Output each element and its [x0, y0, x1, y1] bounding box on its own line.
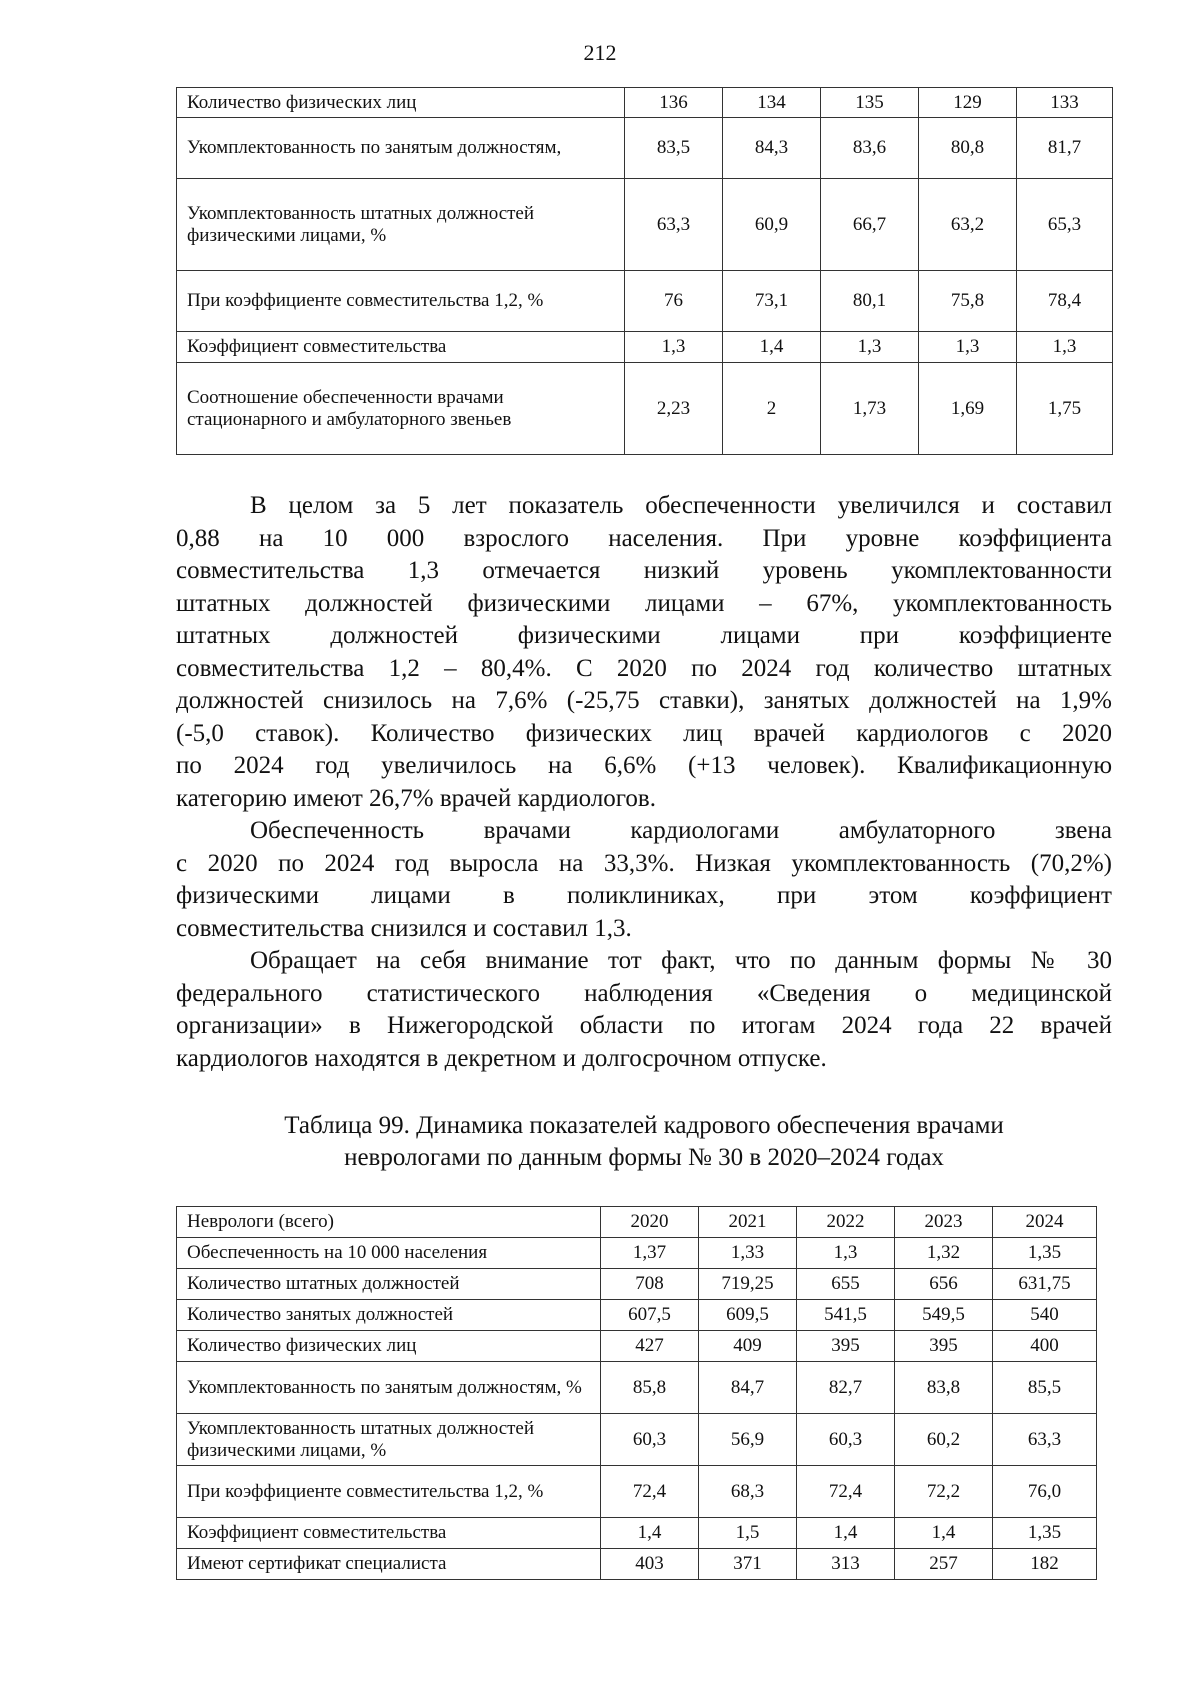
table-caption — [176, 1110, 1112, 1174]
cell-value: 1,3 — [821, 332, 919, 363]
row-label: Имеют сертификат специалиста — [177, 1549, 601, 1580]
table-row — [177, 1269, 1097, 1300]
header-year: 2022 — [797, 1207, 895, 1238]
cell-value: 83,5 — [625, 118, 723, 179]
cell-value: 76,0 — [993, 1466, 1097, 1518]
text-line: В целом за 5 лет показатель обеспеченности увеличился и составил — [250, 492, 1112, 519]
row-label: Количество штатных должностей — [177, 1269, 601, 1300]
cell-value: 1,4 — [723, 332, 821, 363]
text-line: должностей снизилось на 7,6% (-25,75 ставки), занятых должностей на 1,9% — [176, 687, 1112, 714]
cell-value: 76 — [625, 271, 723, 332]
table-row — [177, 1414, 1097, 1466]
cell-value: 78,4 — [1017, 271, 1113, 332]
row-label: При коэффициенте совместительства 1,2, % — [177, 271, 625, 332]
cell-value: 80,8 — [919, 118, 1017, 179]
table-row — [177, 1238, 1097, 1269]
table-row — [177, 179, 1113, 271]
text-line: федерального статистического наблюдения «Сведения о медицинской — [176, 979, 1112, 1007]
cell-value: 85,8 — [601, 1362, 699, 1414]
text-line: физическими лицами в поликлиниках, при этом коэффициент — [176, 882, 1112, 909]
cell-value: 427 — [601, 1331, 699, 1362]
table-row — [177, 363, 1113, 455]
header-label: Неврологи (всего) — [177, 1207, 601, 1238]
cell-value: 400 — [993, 1331, 1097, 1362]
cell-value: 75,8 — [919, 271, 1017, 332]
row-label: При коэффициенте совместительства 1,2, % — [177, 1466, 601, 1518]
header-year: 2020 — [601, 1207, 699, 1238]
cell-value: 1,73 — [821, 363, 919, 455]
header-year: 2024 — [993, 1207, 1097, 1238]
table-row — [177, 332, 1113, 363]
cell-value: 656 — [895, 1269, 993, 1300]
cell-value: 66,7 — [821, 179, 919, 271]
text-line: штатных должностей физическими лицами – 67%, укомплектованность — [176, 589, 1112, 617]
text-line: совместительства снизился и составил 1,3. — [176, 914, 632, 942]
header-year: 2023 — [895, 1207, 993, 1238]
cell-value: 1,3 — [919, 332, 1017, 363]
cell-value: 609,5 — [699, 1300, 797, 1331]
cell-value: 60,3 — [797, 1414, 895, 1466]
row-label: Соотношение обеспеченности врачами стационарного и амбулаторного звеньев — [177, 363, 625, 455]
text-line: организации» в Нижегородской области по итогам 2024 года 22 врачей — [176, 1012, 1112, 1039]
cell-value: 607,5 — [601, 1300, 699, 1331]
cell-value: 83,6 — [821, 118, 919, 179]
text-line: штатных должностей физическими лицами при коэффициенте — [176, 622, 1112, 649]
row-label: Коэффициент совместительства — [177, 332, 625, 363]
table-header-row — [177, 1207, 1097, 1238]
cell-value: 1,37 — [601, 1238, 699, 1269]
cell-value: 84,7 — [699, 1362, 797, 1414]
cell-value: 83,8 — [895, 1362, 993, 1414]
cell-value: 1,69 — [919, 363, 1017, 455]
cell-value: 80,1 — [821, 271, 919, 332]
cell-value: 60,9 — [723, 179, 821, 271]
table-row — [177, 118, 1113, 179]
cell-value: 371 — [699, 1549, 797, 1580]
cell-value: 549,5 — [895, 1300, 993, 1331]
text-line: (-5,0 ставок). Количество физических лиц врачей кардиологов с 2020 — [176, 719, 1112, 747]
text-line: Обращает на себя внимание тот факт, что по данным формы № 30 — [250, 947, 1112, 974]
cell-value: 135 — [821, 88, 919, 118]
table-row — [177, 1300, 1097, 1331]
cell-value: 1,5 — [699, 1518, 797, 1549]
table-row — [177, 1466, 1097, 1518]
row-label: Коэффициент совместительства — [177, 1518, 601, 1549]
row-label: Количество занятых должностей — [177, 1300, 601, 1331]
row-label: Укомплектованность штатных должностей физическими лицами, % — [177, 179, 625, 271]
staffing-table-continued — [176, 87, 1113, 455]
text-line: 0,88 на 10 000 взрослого населения. При уровне коэффициента — [176, 524, 1112, 552]
cell-value: 409 — [699, 1331, 797, 1362]
body-paragraph-2 — [176, 815, 1112, 945]
cell-value: 541,5 — [797, 1300, 895, 1331]
table-row — [177, 1518, 1097, 1549]
caption-line: Таблица 99. Динамика показателей кадрового обеспечения врачами — [284, 1112, 1004, 1139]
cell-value: 313 — [797, 1549, 895, 1580]
cell-value: 72,2 — [895, 1466, 993, 1518]
text-line: Обеспеченность врачами кардиологами амбулаторного звена — [250, 817, 1112, 844]
cell-value: 403 — [601, 1549, 699, 1580]
cell-value: 84,3 — [723, 118, 821, 179]
page-number: 212 — [583, 40, 617, 65]
text-line: совместительства 1,2 – 80,4%. С 2020 по 2024 год количество штатных — [176, 654, 1112, 682]
cell-value: 1,35 — [993, 1238, 1097, 1269]
cell-value: 1,3 — [797, 1238, 895, 1269]
cell-value: 395 — [797, 1331, 895, 1362]
row-label: Укомплектованность по занятым должностям, — [177, 118, 625, 179]
neurologists-staffing-table — [176, 1206, 1097, 1580]
body-paragraph-3 — [176, 945, 1112, 1075]
cell-value: 540 — [993, 1300, 1097, 1331]
cell-value: 73,1 — [723, 271, 821, 332]
row-label: Обеспеченность на 10 000 населения — [177, 1238, 601, 1269]
cell-value: 63,3 — [625, 179, 723, 271]
cell-value: 136 — [625, 88, 723, 118]
cell-value: 719,25 — [699, 1269, 797, 1300]
cell-value: 63,2 — [919, 179, 1017, 271]
cell-value: 82,7 — [797, 1362, 895, 1414]
row-label: Укомплектованность по занятым должностям, % — [177, 1362, 601, 1414]
cell-value: 1,3 — [1017, 332, 1113, 363]
table-row — [177, 271, 1113, 332]
cell-value: 134 — [723, 88, 821, 118]
cell-value: 60,2 — [895, 1414, 993, 1466]
text-line: кардиологов находятся в декретном и долгосрочном отпуске. — [176, 1044, 827, 1072]
text-line: категорию имеют 26,7% врачей кардиологов. — [176, 784, 656, 812]
cell-value: 708 — [601, 1269, 699, 1300]
cell-value: 1,32 — [895, 1238, 993, 1269]
cell-value: 1,35 — [993, 1518, 1097, 1549]
cell-value: 56,9 — [699, 1414, 797, 1466]
cell-value: 63,3 — [993, 1414, 1097, 1466]
cell-value: 68,3 — [699, 1466, 797, 1518]
cell-value: 257 — [895, 1549, 993, 1580]
cell-value: 2 — [723, 363, 821, 455]
cell-value: 655 — [797, 1269, 895, 1300]
cell-value: 60,3 — [601, 1414, 699, 1466]
cell-value: 85,5 — [993, 1362, 1097, 1414]
text-line: по 2024 год увеличилось на 6,6% (+13 человек). Квалификационную — [176, 752, 1112, 779]
row-label: Укомплектованность штатных должностей физическими лицами, % — [177, 1414, 601, 1466]
cell-value: 1,3 — [625, 332, 723, 363]
cell-value: 72,4 — [797, 1466, 895, 1518]
row-label: Количество физических лиц — [177, 88, 625, 118]
cell-value: 133 — [1017, 88, 1113, 118]
cell-value: 1,4 — [895, 1518, 993, 1549]
cell-value: 129 — [919, 88, 1017, 118]
cell-value: 72,4 — [601, 1466, 699, 1518]
body-paragraph-1 — [176, 490, 1112, 815]
cell-value: 395 — [895, 1331, 993, 1362]
text-line: совместительства 1,3 отмечается низкий уровень укомплектованности — [176, 557, 1112, 584]
cell-value: 65,3 — [1017, 179, 1113, 271]
caption-line: неврологами по данным формы № 30 в 2020–2024 годах — [344, 1144, 944, 1171]
cell-value: 1,75 — [1017, 363, 1113, 455]
text-line: с 2020 по 2024 год выросла на 33,3%. Низкая укомплектованность (70,2%) — [176, 849, 1112, 877]
cell-value: 81,7 — [1017, 118, 1113, 179]
cell-value: 631,75 — [993, 1269, 1097, 1300]
cell-value: 182 — [993, 1549, 1097, 1580]
header-year: 2021 — [699, 1207, 797, 1238]
table-row — [177, 1331, 1097, 1362]
cell-value: 1,33 — [699, 1238, 797, 1269]
table-row — [177, 1362, 1097, 1414]
row-label: Количество физических лиц — [177, 1331, 601, 1362]
cell-value: 1,4 — [797, 1518, 895, 1549]
cell-value: 1,4 — [601, 1518, 699, 1549]
cell-value: 2,23 — [625, 363, 723, 455]
table-row — [177, 88, 1113, 118]
table-row — [177, 1549, 1097, 1580]
